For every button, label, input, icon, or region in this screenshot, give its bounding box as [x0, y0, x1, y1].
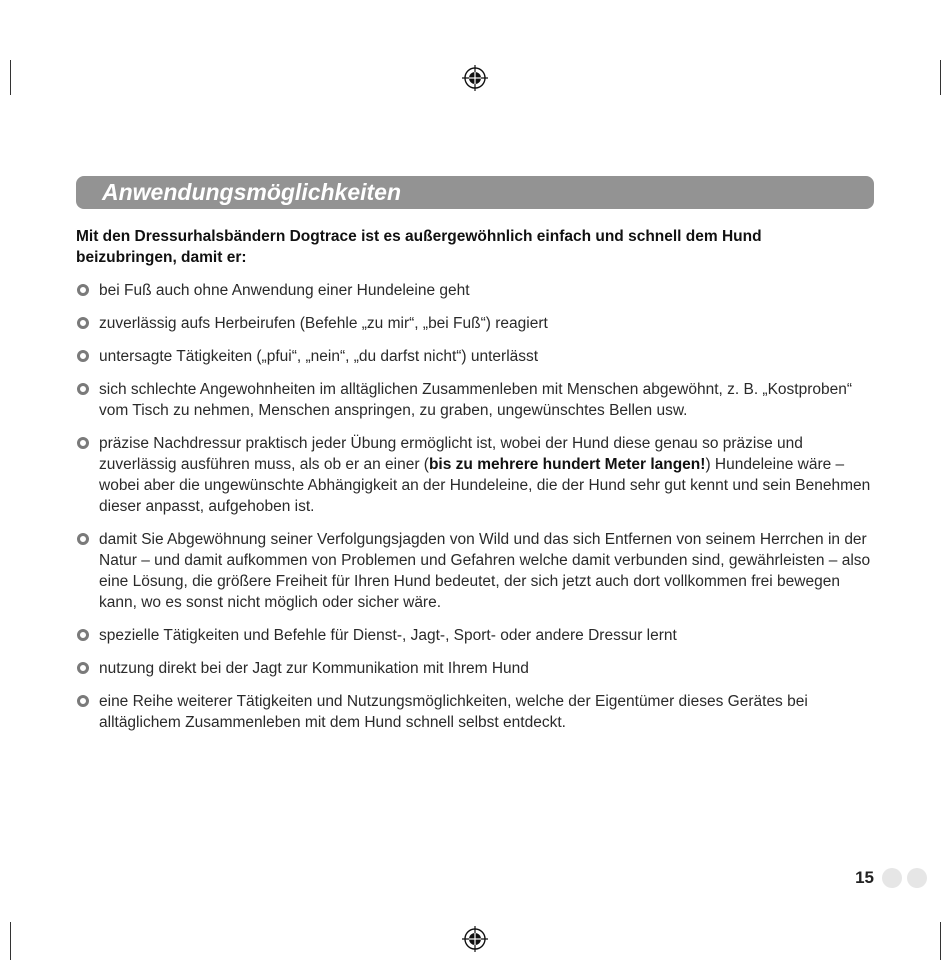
crop-mark-top-left [10, 60, 11, 95]
list-item-text-after: ) Hundeleine wäre – wobei aber die ungewünschte Abhängigkeit an der Hundeleine, die der Hund sehr gut kennt und sein Benehmen dieser anpasst, aufgehoben ist. [99, 456, 871, 515]
usage-list [76, 280, 876, 745]
registration-crosshair-icon [462, 65, 488, 91]
section-title: Anwendungsmöglichkeiten [102, 179, 402, 205]
list-item [76, 280, 876, 301]
list-item-text: eine Reihe weiterer Tätigkeiten und Nutzungsmöglichkeiten, welche der Eigentümer dieses Gerätes bei alltäglichem Zusammenleben mit dem Hund schnell selbst entdeckt. [99, 693, 808, 731]
list-item [76, 658, 876, 679]
ring-bullet-icon [77, 317, 89, 329]
intro-paragraph: Mit den Dressurhalsbändern Dogtrace ist es außergewöhnlich einfach und schnell dem Hund beizubringen, damit er: [76, 228, 762, 266]
list-item [76, 691, 876, 733]
list-item-text: zuverlässig aufs Herbeirufen (Befehle „zu mir“, „bei Fuß“) reagiert [99, 315, 548, 332]
list-item-text: damit Sie Abgewöhnung seiner Verfolgungsjagden von Wild und das sich Entfernen von seinem Herrchen in der Natur – und damit aufkommen von Problemen und Gefahren welche damit verbunden sind, gewährleisten – also eine Lösung, die größere Freiheit für Ihren Hund bedeutet, der sich jetzt auch dort vollkommen frei bewegen kann, wo es sonst nicht möglich oder sicher wäre. [99, 531, 871, 611]
page-number: 15 [855, 868, 874, 887]
ring-bullet-icon [77, 662, 89, 674]
crop-mark-bottom-left [10, 922, 11, 960]
page-dot-decoration [882, 868, 902, 888]
list-item-text: sich schlechte Angewohnheiten im alltäglichen Zusammenleben mit Menschen abgewöhnt, z. B. „Kostproben“ vom Tisch zu nehmen, Menschen anspringen, zu graben, ungewünschtes Bellen usw. [99, 381, 853, 419]
list-item [76, 346, 876, 367]
list-item-text-before: präzise Nachdressur praktisch jeder Übung ermöglicht ist, wobei der Hund diese genau so präzise und zuverlässig ausführen muss, als ob er an einer ( [99, 435, 803, 473]
page-dot-decoration [907, 868, 927, 888]
ring-bullet-icon [77, 284, 89, 296]
list-item [76, 625, 876, 646]
ring-bullet-icon [77, 533, 89, 545]
registration-crosshair-icon [462, 926, 488, 952]
list-item-text: untersagte Tätigkeiten („pfui“, „nein“, „du darfst nicht“) unterlässt [99, 348, 539, 365]
ring-bullet-icon [77, 383, 89, 395]
crop-mark-bottom-right [940, 922, 941, 960]
list-item-text: bei Fuß auch ohne Anwendung einer Hundeleine geht [99, 282, 470, 299]
list-item [76, 379, 876, 421]
ring-bullet-icon [77, 350, 89, 362]
list-item-text: spezielle Tätigkeiten und Befehle für Dienst-, Jagt-, Sport- oder andere Dressur lernt [99, 627, 677, 644]
ring-bullet-icon [77, 629, 89, 641]
list-item-text: nutzung direkt bei der Jagt zur Kommunikation mit Ihrem Hund [99, 660, 529, 677]
list-item-emphasis: bis zu mehrere hundert Meter langen! [428, 456, 706, 473]
ring-bullet-icon [77, 695, 89, 707]
list-item [76, 433, 876, 517]
crop-mark-top-right [940, 60, 941, 95]
list-item [76, 529, 876, 613]
section-header-bar [76, 176, 874, 209]
list-item [76, 313, 876, 334]
ring-bullet-icon [77, 437, 89, 449]
